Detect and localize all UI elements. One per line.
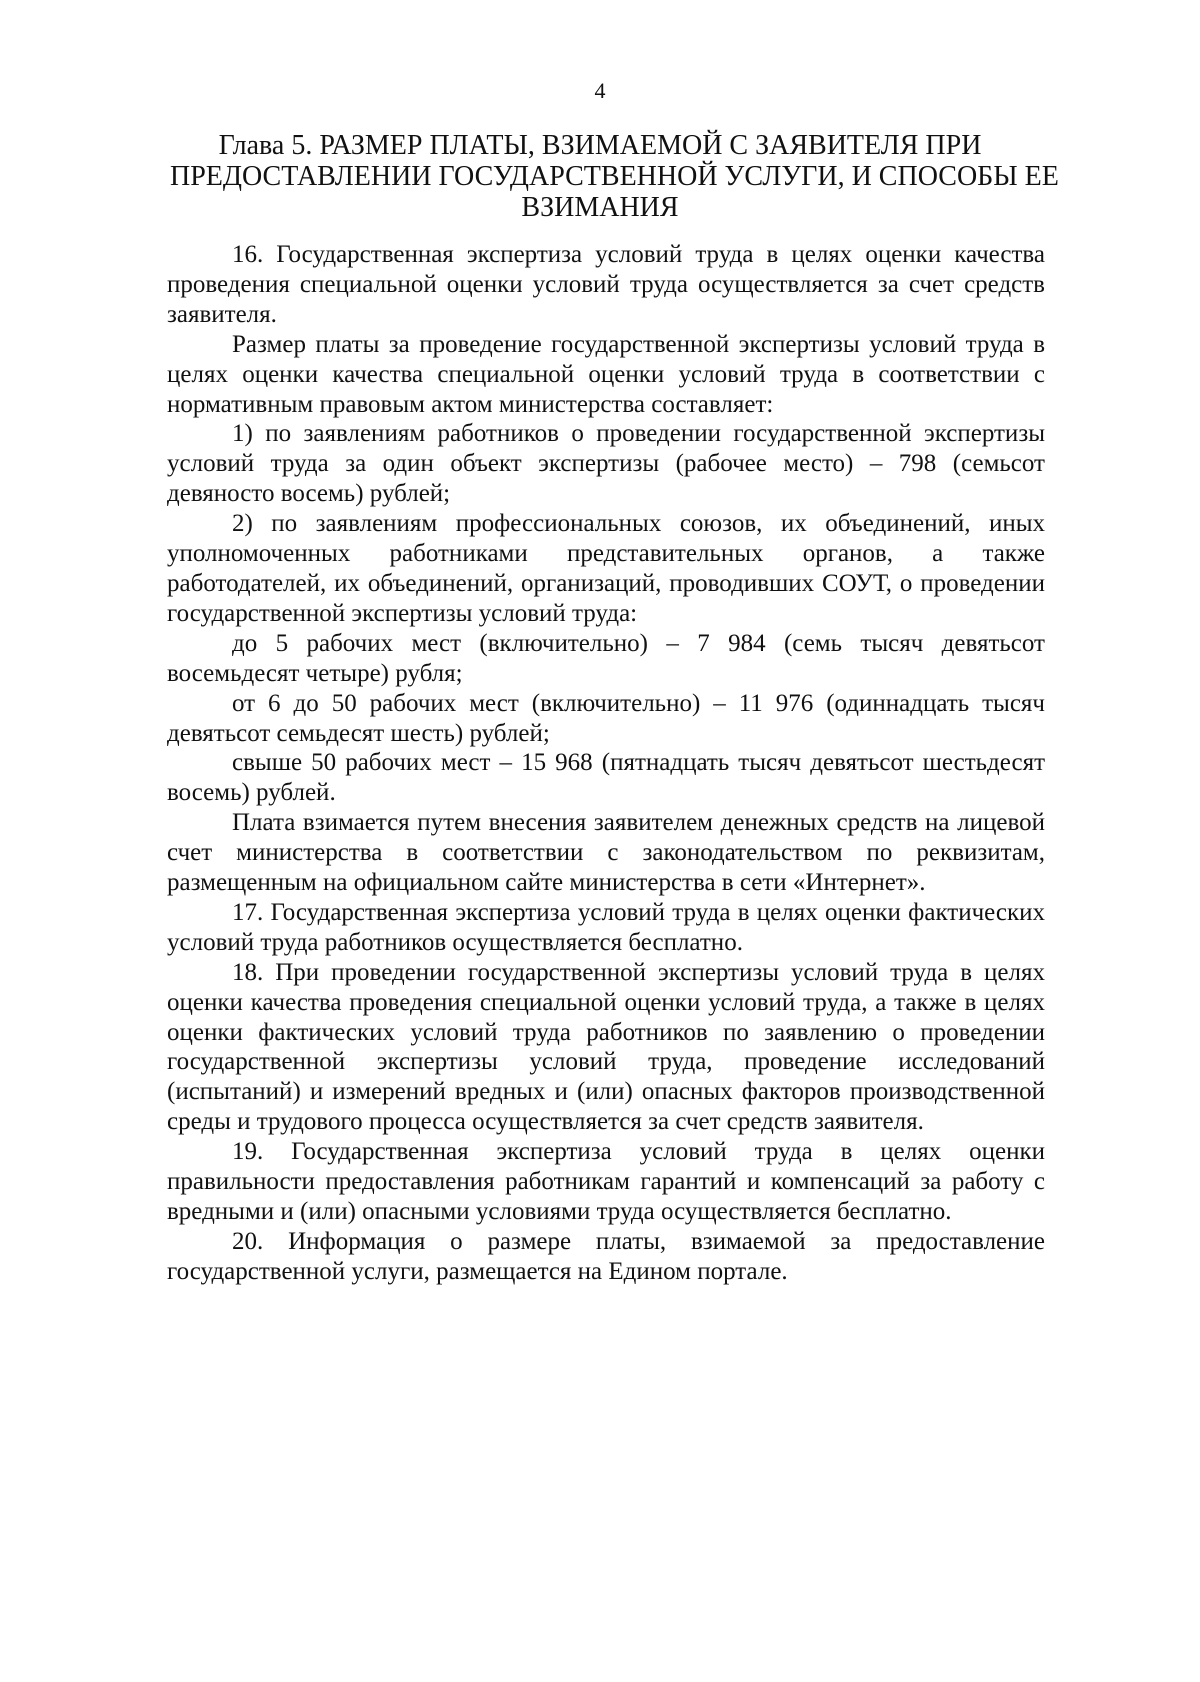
paragraph-18: 18. При проведении государственной экспертизы условий труда в целях оценки качества проведения специальной оценки условий труда, а также в целях оценки фактических условий труда работников по заявлению о проведении государственной экспертизы условий труда, проведение исследований (испытаний) и измерений вредных и (или) опасных факторов производственной среды и трудового процесса осуществляется за счет средств заявителя. (167, 958, 1045, 1136)
paragraph-fee-tier-2: от 6 до 50 рабочих мест (включительно) – 11 976 (одиннадцать тысяч девятьсот семьдесят шесть) рублей; (167, 689, 1045, 747)
paragraph-fee-size: Размер платы за проведение государственной экспертизы условий труда в целях оценки качества специальной оценки условий труда в соответствии с нормативным правовым актом министерства составляет: (167, 330, 1045, 418)
paragraph-16: 16. Государственная экспертиза условий труда в целях оценки качества проведения специальной оценки условий труда осуществляется за счет средств заявителя. (167, 241, 1045, 328)
chapter-title-line: Глава 5. РАЗМЕР ПЛАТЫ, ВЗИМАЕМОЙ С ЗАЯВИТЕЛЯ ПРИ (218, 130, 982, 161)
paragraph-20: 20. Информация о размере платы, взимаемой за предоставление государственной услуги, размещается на Едином портале. (167, 1227, 1045, 1285)
paragraph-fee-item-1: 1) по заявлениям работников о проведении государственной экспертизы условий труда за один объект экспертизы (рабочее место) – 798 (семьсот девяносто восемь) рублей; (167, 420, 1045, 508)
paragraph-fee-tier-1: до 5 рабочих мест (включительно) – 7 984 (семь тысяч девятьсот восемьдесят четыре) рубля; (167, 629, 1045, 687)
page-number: 4 (594, 78, 606, 103)
document-body (167, 240, 1045, 1287)
paragraph-17: 17. Государственная экспертиза условий труда в целях оценки фактических условий труда работников осуществляется бесплатно. (167, 898, 1045, 956)
paragraph-19: 19. Государственная экспертиза условий труда в целях оценки правильности предоставления работникам гарантий и компенсаций за работу с вредными и (или) опасными условиями труда осуществляется бесплатно. (167, 1138, 1045, 1225)
paragraph-payment-method: Плата взимается путем внесения заявителем денежных средств на лицевой счет министерства в соответствии с законодательством по реквизитам, размещенным на официальном сайте министерства в сети «Интернет». (167, 809, 1045, 897)
paragraph-fee-item-2: 2) по заявлениям профессиональных союзов, их объединений, иных уполномоченных работниками представительных органов, а также работодателей, их объединений, организаций, проводивших СОУТ, о проведении государственной экспертизы условий труда: (167, 510, 1045, 627)
paragraph-fee-tier-3: свыше 50 рабочих мест – 15 968 (пятнадцать тысяч девятьсот шестьдесят восемь) рублей. (167, 749, 1045, 807)
chapter-title-line: ВЗИМАНИЯ (521, 192, 679, 223)
chapter-title-line: ПРЕДОСТАВЛЕНИИ ГОСУДАРСТВЕННОЙ УСЛУГИ, И СПОСОБЫ ЕЕ (170, 161, 1059, 192)
chapter-title (170, 130, 1059, 223)
